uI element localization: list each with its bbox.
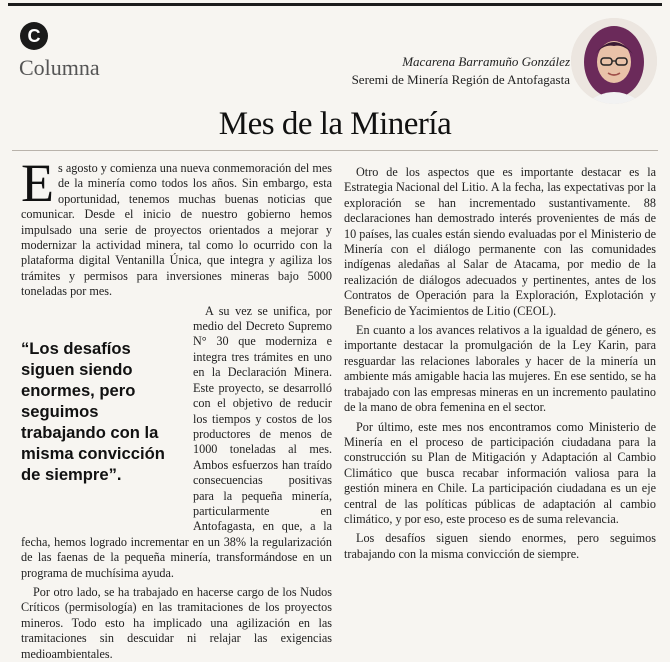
- paragraph-cierre: Los desafíos siguen siendo enormes, pero seguimos trabajando con la misma convicción de siempre.: [344, 531, 656, 561]
- author-role: Seremi de Minería Región de Antofagasta: [351, 72, 570, 87]
- drop-cap: E: [21, 153, 54, 213]
- pull-quote: “Los desafíos siguen siendo enormes, pero seguimos trabajando con la misma convicción de siempre”.: [21, 338, 165, 484]
- paragraph-litio: Otro de los aspectos que es importante destacar es la Estrategia Nacional del Litio. A la fecha, las expectativas por la exploración se han incrementado sustantivamente. 88 declaraciones han demostrado interés provenientes de más de 10 países, las cuales están siendo evaluadas por el Ministerio de Minería con el diálogo permanente con las comunidades indígenas aledañas al Salar de Atacama, por medio de la realización de diálogos adecuados y pertinentes, antes de los Contratos de Operación para la Exploración, Explotación y Beneficio de Yacimientos de Litio (CEOL).: [344, 165, 656, 318]
- column-badge: C: [20, 22, 48, 50]
- article-title: Mes de la Minería: [218, 106, 452, 142]
- title-divider: [12, 150, 658, 151]
- author-name: Macarena Barramuño González: [402, 54, 570, 69]
- paragraph-decreto: A su vez se unifica, por medio del Decreto Supremo N° 30 que moderniza e integra tres trámites en uno en la Declaración Minera. Este proyecto, se desarrolló con el objetivo de reducir los tiempos y costos de los productores de menos de 1000 toneladas al mes. Ambos esfuerzos han traído consecuencias positivas para la pequeña minería, particularmente en Antofagasta, en que, a la fecha, hemos logrado incrementar en un 38% la regularización de las faenas de la pequeña minería, transformándose en un programa de muchísima ayuda.: [21, 303, 332, 580]
- author-byline: [352, 53, 570, 89]
- paragraph-nudos-criticos: Por otro lado, se ha trabajado en hacerse cargo de los Nudos Críticos (permisología) en las tramitaciones de los proyectos mineros. Todo esto ha implicado una agilización en las tramitaciones sin descuidar ni relajar las exigencias medioambientales.: [21, 584, 332, 661]
- text-column-left: [21, 153, 332, 662]
- author-photo: [571, 18, 657, 104]
- paragraph-cambio-climatico: Por último, este mes nos encontramos como Ministerio de Minería en el proceso de participación ciudadana para la construcción su Plan de Mitigación y Adaptación al Cambio Climático que busca recabar información valiosa para la gestión minera en Chile. La participación ciudadana es un eje central de las políticas públicas de adaptación al cambio climático, y por eso, este proceso es de suma relevancia.: [344, 419, 656, 526]
- text-column-right: [344, 161, 656, 562]
- paragraph-intro-text: s agosto y comienza una nueva conmemoración del mes de la minería como todos los años. Sin embargo, esta oportunidad, tenemos muchas buenas noticias que comunicar. Desde el inicio de nuestro gobierno hemos impulsado una serie de proyectos orientados a mejorar y modernizar la actividad minera, tal como lo ocurrido con la plataforma digital Ventanilla Única, que integra y agiliza los trámites y permisos para inversiones mineras bajo 5000 toneladas por mes.: [21, 161, 332, 299]
- paragraph-genero: En cuanto a los avances relativos a la igualdad de género, es importante destacar la promulgación de la Ley Karin, para resguardar las relaciones laborales y hacer de la minería un ambiente más amigable hacia las mujeres. En ese sentido, se ha trabajado con las empresas mineras en un incremento paulatino de la mano de obra femenina en el sector.: [344, 323, 656, 415]
- paragraph-intro: [21, 153, 332, 300]
- top-rule: [8, 3, 662, 6]
- section-label: Columna: [19, 55, 100, 80]
- author-portrait-image: [571, 18, 657, 104]
